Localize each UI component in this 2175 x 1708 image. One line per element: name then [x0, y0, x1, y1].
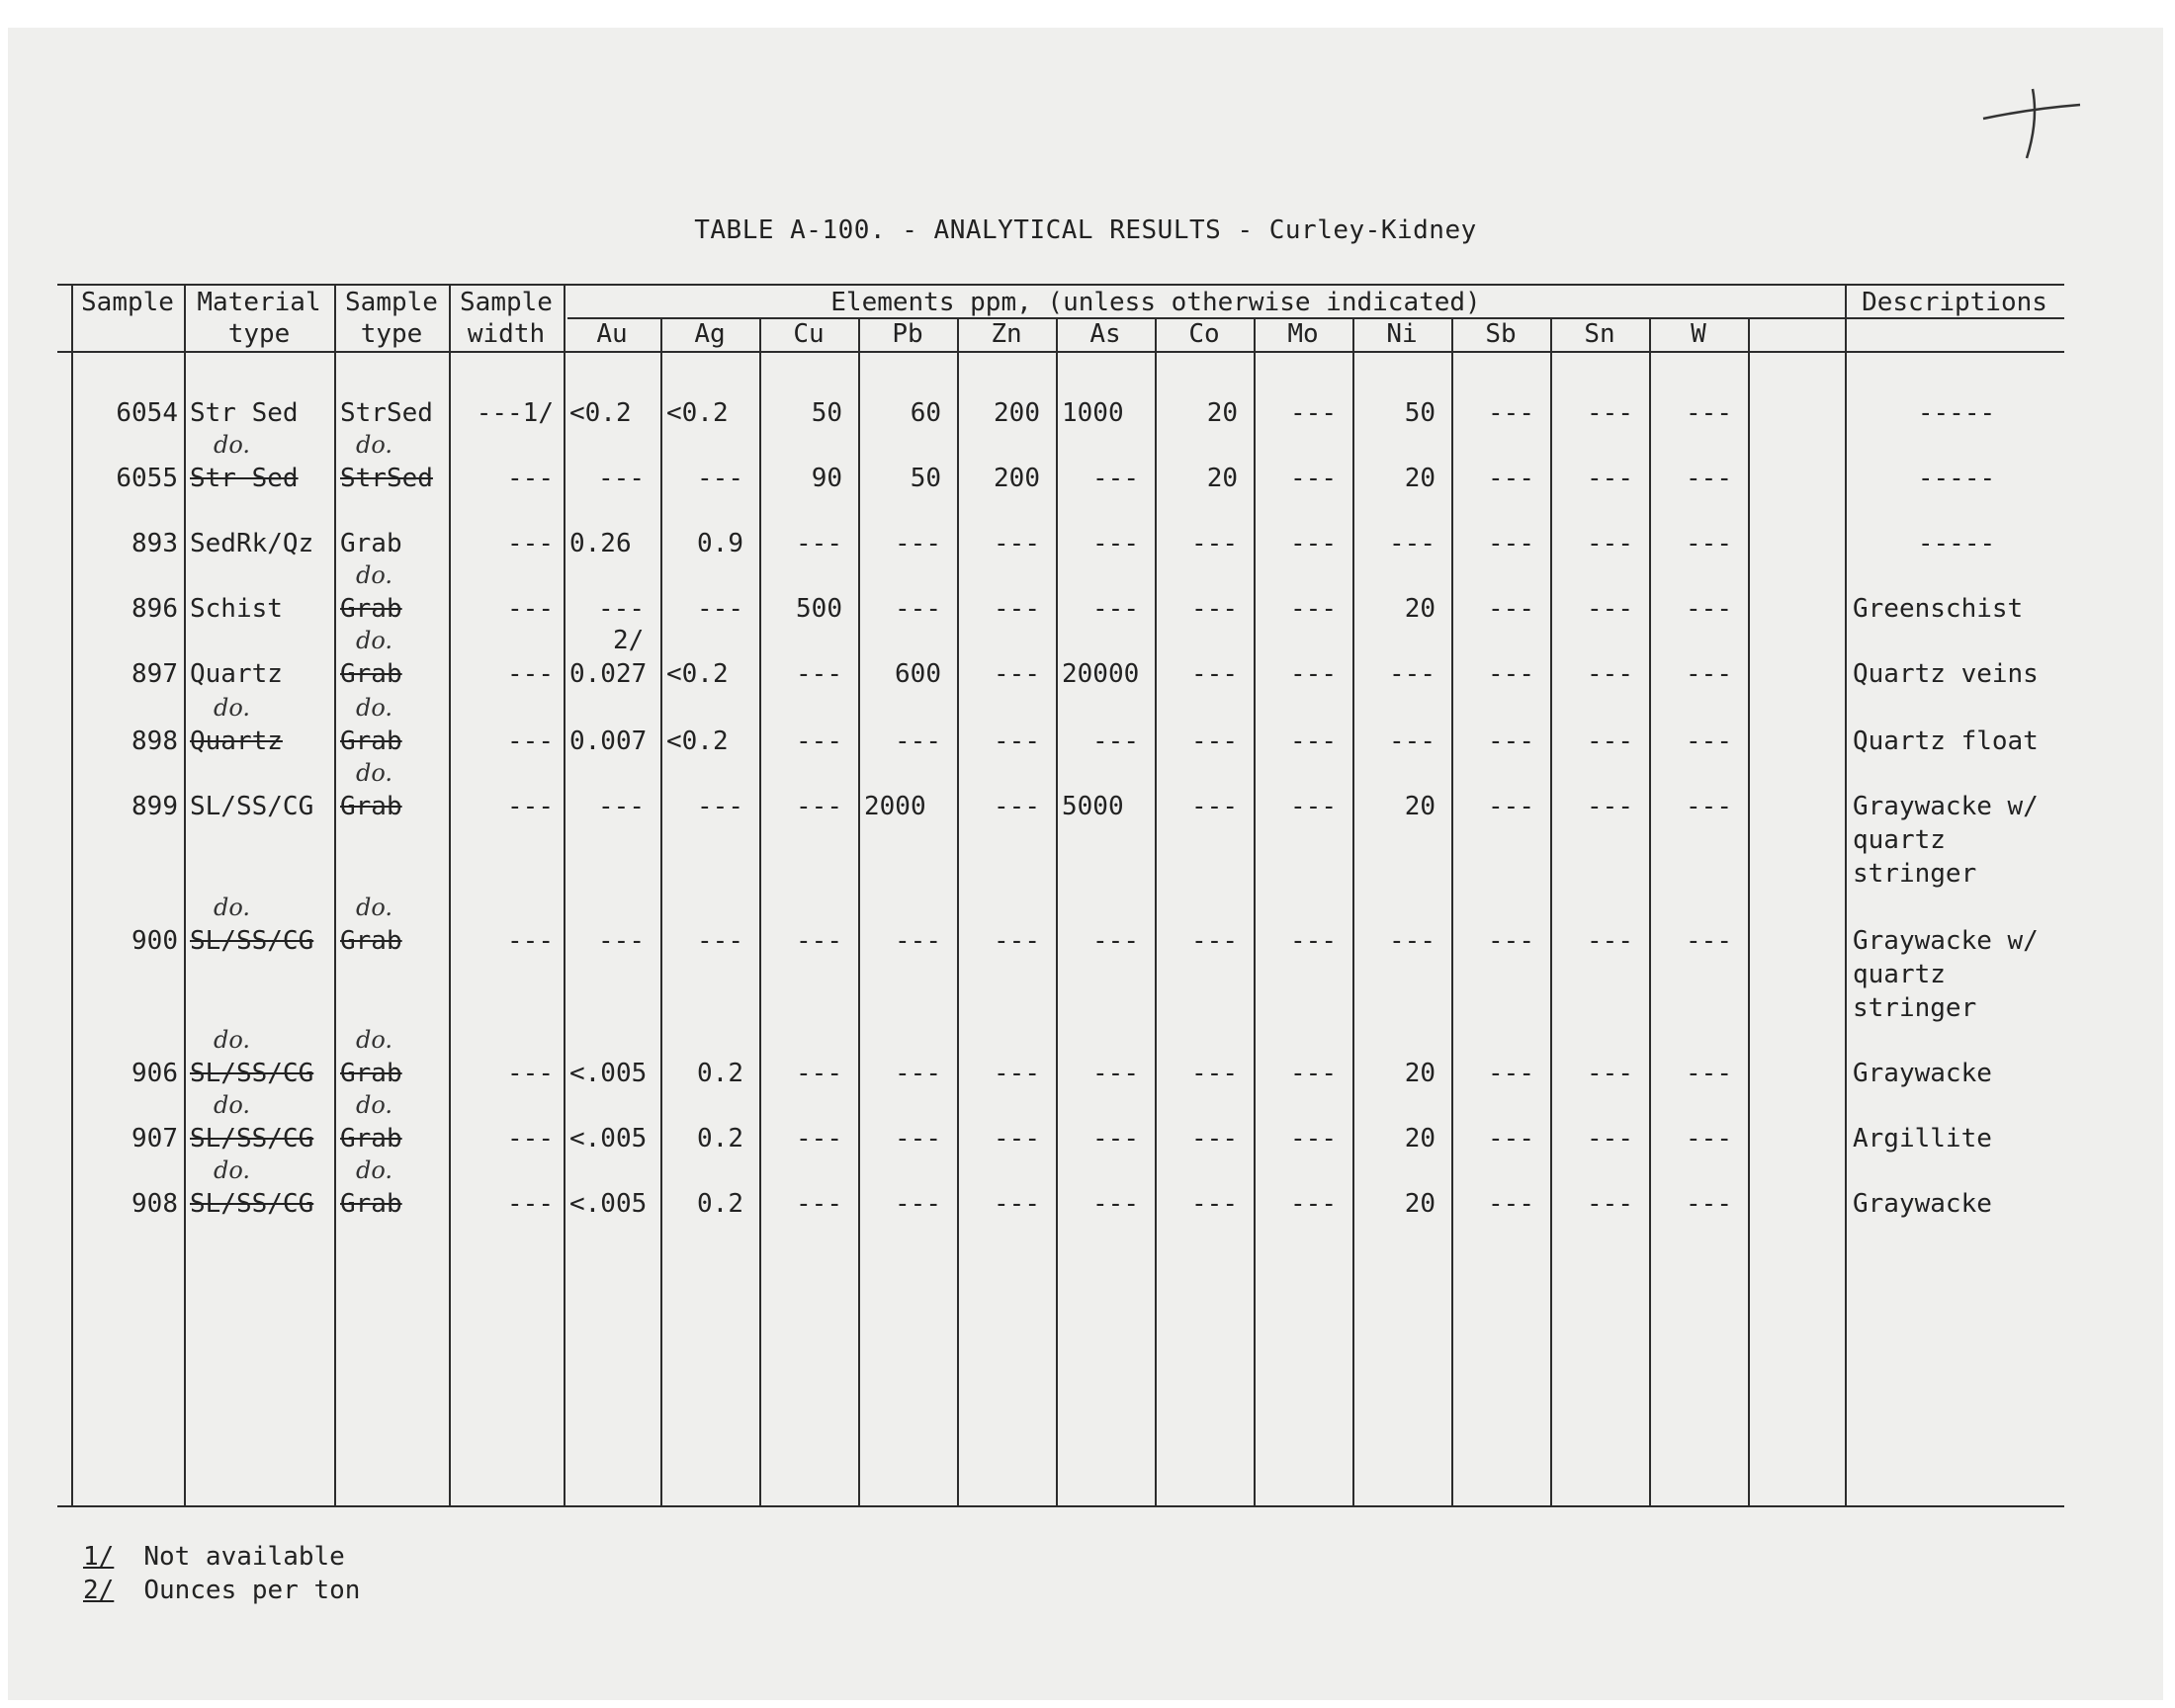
column-divider — [1155, 319, 1157, 1505]
sample-id: 896 — [131, 594, 178, 624]
sample-id: 906 — [131, 1059, 178, 1088]
description-line: ----- — [1917, 529, 1996, 558]
element-value-pb: 50 — [910, 464, 941, 493]
element-value-cu: 500 — [796, 594, 842, 624]
element-value-au: --- — [598, 926, 645, 956]
element-value-mo: --- — [1290, 594, 1337, 624]
sample-width: --- — [507, 464, 554, 493]
sample-id: 893 — [131, 529, 178, 558]
element-value-ni: 20 — [1404, 1189, 1436, 1219]
element-value-co: --- — [1191, 1189, 1238, 1219]
element-value-au: 0.007 — [569, 726, 648, 756]
column-divider — [759, 319, 761, 1505]
column-divider — [1550, 319, 1552, 1505]
sample-type-ditto-note: do. — [356, 1156, 393, 1184]
element-value-ni: 20 — [1404, 464, 1436, 493]
column-divider — [1845, 286, 1847, 1505]
element-value-mo: --- — [1290, 464, 1337, 493]
element-value-as: 1000 — [1062, 398, 1124, 428]
element-value-w: --- — [1686, 594, 1732, 624]
element-value-w: --- — [1686, 1059, 1732, 1088]
description-line: stringer — [1853, 993, 1977, 1023]
element-value-cu: --- — [796, 1124, 842, 1153]
description-line: Graywacke w/ — [1853, 926, 2039, 956]
element-value-au: <.005 — [569, 1124, 648, 1153]
header-material: Material — [197, 288, 321, 317]
element-value-ni: --- — [1389, 726, 1436, 756]
element-value-ag: --- — [697, 594, 743, 624]
material-type: Schist — [190, 594, 283, 624]
au-footnote-mark: 2/ — [613, 626, 645, 655]
sample-type: Grab — [340, 1124, 402, 1153]
element-value-co: 20 — [1206, 398, 1238, 428]
element-value-sn: --- — [1587, 726, 1633, 756]
analytical-results-table — [57, 280, 2064, 1515]
sample-width: --- — [507, 792, 554, 821]
sample-id: 900 — [131, 926, 178, 956]
column-divider — [1748, 319, 1750, 1505]
element-value-ag: <0.2 — [666, 726, 729, 756]
footnote-text: Ounces per ton — [143, 1576, 361, 1605]
header-sample-width-1: Sample — [460, 288, 553, 317]
description-line: Graywacke — [1853, 1189, 1992, 1219]
element-value-ag: 0.2 — [697, 1189, 743, 1219]
header-sample-type-2: type — [360, 319, 423, 349]
material-type: SL/SS/CG — [190, 792, 314, 821]
element-value-cu: --- — [796, 529, 842, 558]
header-element-mo: Mo — [1287, 319, 1319, 349]
element-value-co: --- — [1191, 659, 1238, 689]
element-value-pb: --- — [895, 926, 941, 956]
element-value-pb: --- — [895, 1189, 941, 1219]
header-element-au: Au — [596, 319, 628, 349]
element-value-mo: --- — [1290, 659, 1337, 689]
element-value-w: --- — [1686, 529, 1732, 558]
material-type: Quartz — [190, 726, 283, 756]
element-value-sb: --- — [1488, 659, 1534, 689]
element-value-pb: --- — [895, 1124, 941, 1153]
column-divider — [1254, 319, 1256, 1505]
element-value-as: --- — [1092, 529, 1139, 558]
element-value-cu: --- — [796, 792, 842, 821]
column-divider — [1451, 319, 1453, 1505]
sample-id: 6054 — [116, 398, 178, 428]
description-line: Greenschist — [1853, 594, 2024, 624]
sample-type-ditto-note: do. — [356, 759, 393, 787]
header-element-pb: Pb — [892, 319, 923, 349]
element-value-w: --- — [1686, 659, 1732, 689]
material-type: SL/SS/CG — [190, 1124, 314, 1153]
element-value-w: --- — [1686, 398, 1732, 428]
element-value-as: --- — [1092, 726, 1139, 756]
description-line: ----- — [1917, 464, 1996, 493]
element-value-as: 20000 — [1062, 659, 1140, 689]
material-type: SL/SS/CG — [190, 926, 314, 956]
element-value-zn: --- — [994, 792, 1040, 821]
element-value-cu: --- — [796, 726, 842, 756]
element-value-ag: <0.2 — [666, 659, 729, 689]
sample-type: StrSed — [340, 464, 433, 493]
element-value-w: --- — [1686, 1189, 1732, 1219]
element-value-sb: --- — [1488, 1059, 1534, 1088]
description-line: quartz — [1853, 825, 1946, 855]
sample-id: 907 — [131, 1124, 178, 1153]
column-divider — [660, 319, 662, 1505]
description-line: ----- — [1917, 398, 1996, 428]
element-value-ni: --- — [1389, 659, 1436, 689]
element-value-cu: 90 — [811, 464, 842, 493]
element-value-sb: --- — [1488, 926, 1534, 956]
element-value-zn: --- — [994, 594, 1040, 624]
element-value-ag: --- — [697, 926, 743, 956]
element-value-sn: --- — [1587, 926, 1633, 956]
material-type: SL/SS/CG — [190, 1189, 314, 1219]
description-line: Graywacke — [1853, 1059, 1992, 1088]
column-divider — [1352, 319, 1354, 1505]
description-line: Quartz float — [1853, 726, 2039, 756]
element-value-ni: 20 — [1404, 1059, 1436, 1088]
element-value-au: <.005 — [569, 1059, 648, 1088]
element-value-co: --- — [1191, 926, 1238, 956]
sample-type-ditto-note: do. — [356, 894, 393, 921]
header-bottom-rule — [57, 351, 2064, 353]
sample-width: --- — [507, 659, 554, 689]
sample-width: --- — [507, 926, 554, 956]
element-value-sb: --- — [1488, 464, 1534, 493]
header-element-co: Co — [1188, 319, 1220, 349]
sample-id: 897 — [131, 659, 178, 689]
sample-type: StrSed — [340, 398, 433, 428]
element-value-sb: --- — [1488, 726, 1534, 756]
element-value-as: --- — [1092, 1189, 1139, 1219]
element-value-sn: --- — [1587, 464, 1633, 493]
element-value-ni: --- — [1389, 529, 1436, 558]
description-line: Graywacke w/ — [1853, 792, 2039, 821]
description-line: stringer — [1853, 859, 1977, 889]
sample-type: Grab — [340, 529, 402, 558]
sample-width: --- — [507, 529, 554, 558]
element-value-sn: --- — [1587, 529, 1633, 558]
sample-type-ditto-note: do. — [356, 431, 393, 459]
element-value-sn: --- — [1587, 1059, 1633, 1088]
header-element-sb: Sb — [1485, 319, 1517, 349]
sample-type-ditto-note: do. — [356, 1026, 393, 1054]
material-type: SL/SS/CG — [190, 1059, 314, 1088]
material-type: SedRk/Qz — [190, 529, 314, 558]
element-value-w: --- — [1686, 726, 1732, 756]
header-element-as: As — [1089, 319, 1121, 349]
sample-id: 899 — [131, 792, 178, 821]
element-value-mo: --- — [1290, 726, 1337, 756]
element-value-mo: --- — [1290, 792, 1337, 821]
corner-cross-mark — [1981, 81, 2090, 170]
sample-id: 6055 — [116, 464, 178, 493]
material-ditto-note: do. — [214, 694, 251, 722]
element-value-sb: --- — [1488, 1189, 1534, 1219]
material-ditto-note: do. — [214, 1091, 251, 1119]
material-ditto-note: do. — [214, 1026, 251, 1054]
element-value-w: --- — [1686, 464, 1732, 493]
sample-width: ---1/ — [476, 398, 554, 428]
header-element-sn: Sn — [1584, 319, 1615, 349]
column-divider — [1649, 319, 1651, 1505]
sample-id: 908 — [131, 1189, 178, 1219]
element-value-sn: --- — [1587, 1189, 1633, 1219]
sample-type: Grab — [340, 792, 402, 821]
header-element-ag: Ag — [694, 319, 726, 349]
element-value-au: 0.26 — [569, 529, 632, 558]
description-line: Argillite — [1853, 1124, 1992, 1153]
table-title: TABLE A-100. - ANALYTICAL RESULTS - Curley-Kidney — [694, 215, 1477, 245]
column-divider — [184, 286, 186, 1505]
element-value-ag: 0.2 — [697, 1124, 743, 1153]
element-value-as: --- — [1092, 1059, 1139, 1088]
element-value-au: --- — [598, 464, 645, 493]
material-type: Str Sed — [190, 464, 299, 493]
sample-type-ditto-note: do. — [356, 627, 393, 654]
element-value-mo: --- — [1290, 1124, 1337, 1153]
element-value-ag: --- — [697, 792, 743, 821]
element-value-zn: --- — [994, 926, 1040, 956]
element-value-sn: --- — [1587, 792, 1633, 821]
element-value-sn: --- — [1587, 659, 1633, 689]
element-value-co: --- — [1191, 594, 1238, 624]
element-value-sn: --- — [1587, 1124, 1633, 1153]
element-value-mo: --- — [1290, 1059, 1337, 1088]
material-ditto-note: do. — [214, 431, 251, 459]
element-value-as: 5000 — [1062, 792, 1124, 821]
material-type: Quartz — [190, 659, 283, 689]
element-value-sn: --- — [1587, 398, 1633, 428]
element-value-ni: 20 — [1404, 1124, 1436, 1153]
material-ditto-note: do. — [214, 894, 251, 921]
header-element-w: W — [1691, 319, 1706, 349]
table-top-rule — [57, 284, 2064, 286]
element-value-ag: 0.2 — [697, 1059, 743, 1088]
column-divider — [858, 319, 860, 1505]
sample-width: --- — [507, 1059, 554, 1088]
element-value-pb: 2000 — [864, 792, 926, 821]
element-value-zn: --- — [994, 1189, 1040, 1219]
element-value-au: --- — [598, 792, 645, 821]
footnote-text: Not available — [143, 1542, 345, 1572]
element-value-ni: 50 — [1404, 398, 1436, 428]
header-element-zn: Zn — [991, 319, 1022, 349]
element-value-mo: --- — [1290, 1189, 1337, 1219]
element-value-sb: --- — [1488, 594, 1534, 624]
element-value-as: --- — [1092, 926, 1139, 956]
header-element-cu: Cu — [793, 319, 825, 349]
footnote-mark: 1/ — [83, 1542, 115, 1572]
element-value-ag: --- — [697, 464, 743, 493]
sample-type: Grab — [340, 1059, 402, 1088]
element-value-zn: --- — [994, 529, 1040, 558]
element-value-w: --- — [1686, 926, 1732, 956]
material-type: Str Sed — [190, 398, 299, 428]
header-sample: Sample — [81, 288, 174, 317]
header-sample-width-2: width — [467, 319, 546, 349]
element-value-zn: 200 — [994, 398, 1040, 428]
header-element-ni: Ni — [1386, 319, 1418, 349]
element-value-sb: --- — [1488, 1124, 1534, 1153]
element-value-zn: 200 — [994, 464, 1040, 493]
description-line: Quartz veins — [1853, 659, 2039, 689]
sample-type: Grab — [340, 1189, 402, 1219]
element-value-co: --- — [1191, 1124, 1238, 1153]
element-value-co: --- — [1191, 1059, 1238, 1088]
sample-type-ditto-note: do. — [356, 694, 393, 722]
element-value-zn: --- — [994, 1124, 1040, 1153]
sample-type-ditto-note: do. — [356, 561, 393, 589]
element-value-pb: 600 — [895, 659, 941, 689]
element-value-mo: --- — [1290, 398, 1337, 428]
element-value-cu: --- — [796, 926, 842, 956]
sample-id: 898 — [131, 726, 178, 756]
header-material-type: type — [227, 319, 291, 349]
element-value-ni: --- — [1389, 926, 1436, 956]
element-value-sn: --- — [1587, 594, 1633, 624]
element-value-pb: --- — [895, 726, 941, 756]
element-value-as: --- — [1092, 1124, 1139, 1153]
element-value-au: --- — [598, 594, 645, 624]
element-value-sb: --- — [1488, 529, 1534, 558]
element-value-cu: --- — [796, 1059, 842, 1088]
element-value-zn: --- — [994, 1059, 1040, 1088]
element-value-ag: 0.9 — [697, 529, 743, 558]
element-value-co: --- — [1191, 792, 1238, 821]
element-value-zn: --- — [994, 726, 1040, 756]
element-value-ag: <0.2 — [666, 398, 729, 428]
material-ditto-note: do. — [214, 1156, 251, 1184]
element-value-pb: --- — [895, 594, 941, 624]
element-value-cu: --- — [796, 1189, 842, 1219]
sample-type: Grab — [340, 926, 402, 956]
element-value-mo: --- — [1290, 926, 1337, 956]
sample-width: --- — [507, 1189, 554, 1219]
element-value-sb: --- — [1488, 792, 1534, 821]
sample-width: --- — [507, 1124, 554, 1153]
element-value-au: <0.2 — [569, 398, 632, 428]
column-divider — [334, 286, 336, 1505]
element-value-as: --- — [1092, 594, 1139, 624]
element-value-au: 0.027 — [569, 659, 648, 689]
element-value-sb: --- — [1488, 398, 1534, 428]
element-value-as: --- — [1092, 464, 1139, 493]
column-divider — [957, 319, 959, 1505]
footnote — [83, 1542, 345, 1572]
element-value-co: --- — [1191, 726, 1238, 756]
table-bottom-rule — [57, 1505, 2064, 1507]
footnote — [83, 1576, 360, 1605]
element-value-au: <.005 — [569, 1189, 648, 1219]
sample-type: Grab — [340, 594, 402, 624]
element-value-cu: 50 — [811, 398, 842, 428]
element-value-w: --- — [1686, 792, 1732, 821]
element-value-w: --- — [1686, 1124, 1732, 1153]
footnote-mark: 2/ — [83, 1576, 115, 1605]
description-line: quartz — [1853, 960, 1946, 989]
element-value-co: 20 — [1206, 464, 1238, 493]
element-value-co: --- — [1191, 529, 1238, 558]
header-sample-type-1: Sample — [345, 288, 438, 317]
element-value-ni: 20 — [1404, 792, 1436, 821]
header-descriptions: Descriptions — [1862, 288, 2047, 317]
element-value-zn: --- — [994, 659, 1040, 689]
sample-type: Grab — [340, 659, 402, 689]
element-value-mo: --- — [1290, 529, 1337, 558]
element-value-pb: --- — [895, 529, 941, 558]
sample-width: --- — [507, 594, 554, 624]
sample-type: Grab — [340, 726, 402, 756]
header-elements: Elements ppm, (unless otherwise indicated) — [830, 288, 1481, 317]
element-value-pb: 60 — [910, 398, 941, 428]
element-value-pb: --- — [895, 1059, 941, 1088]
sample-type-ditto-note: do. — [356, 1091, 393, 1119]
element-value-cu: --- — [796, 659, 842, 689]
document-page — [8, 28, 2163, 1700]
element-value-ni: 20 — [1404, 594, 1436, 624]
sample-width: --- — [507, 726, 554, 756]
column-divider — [1056, 319, 1058, 1505]
